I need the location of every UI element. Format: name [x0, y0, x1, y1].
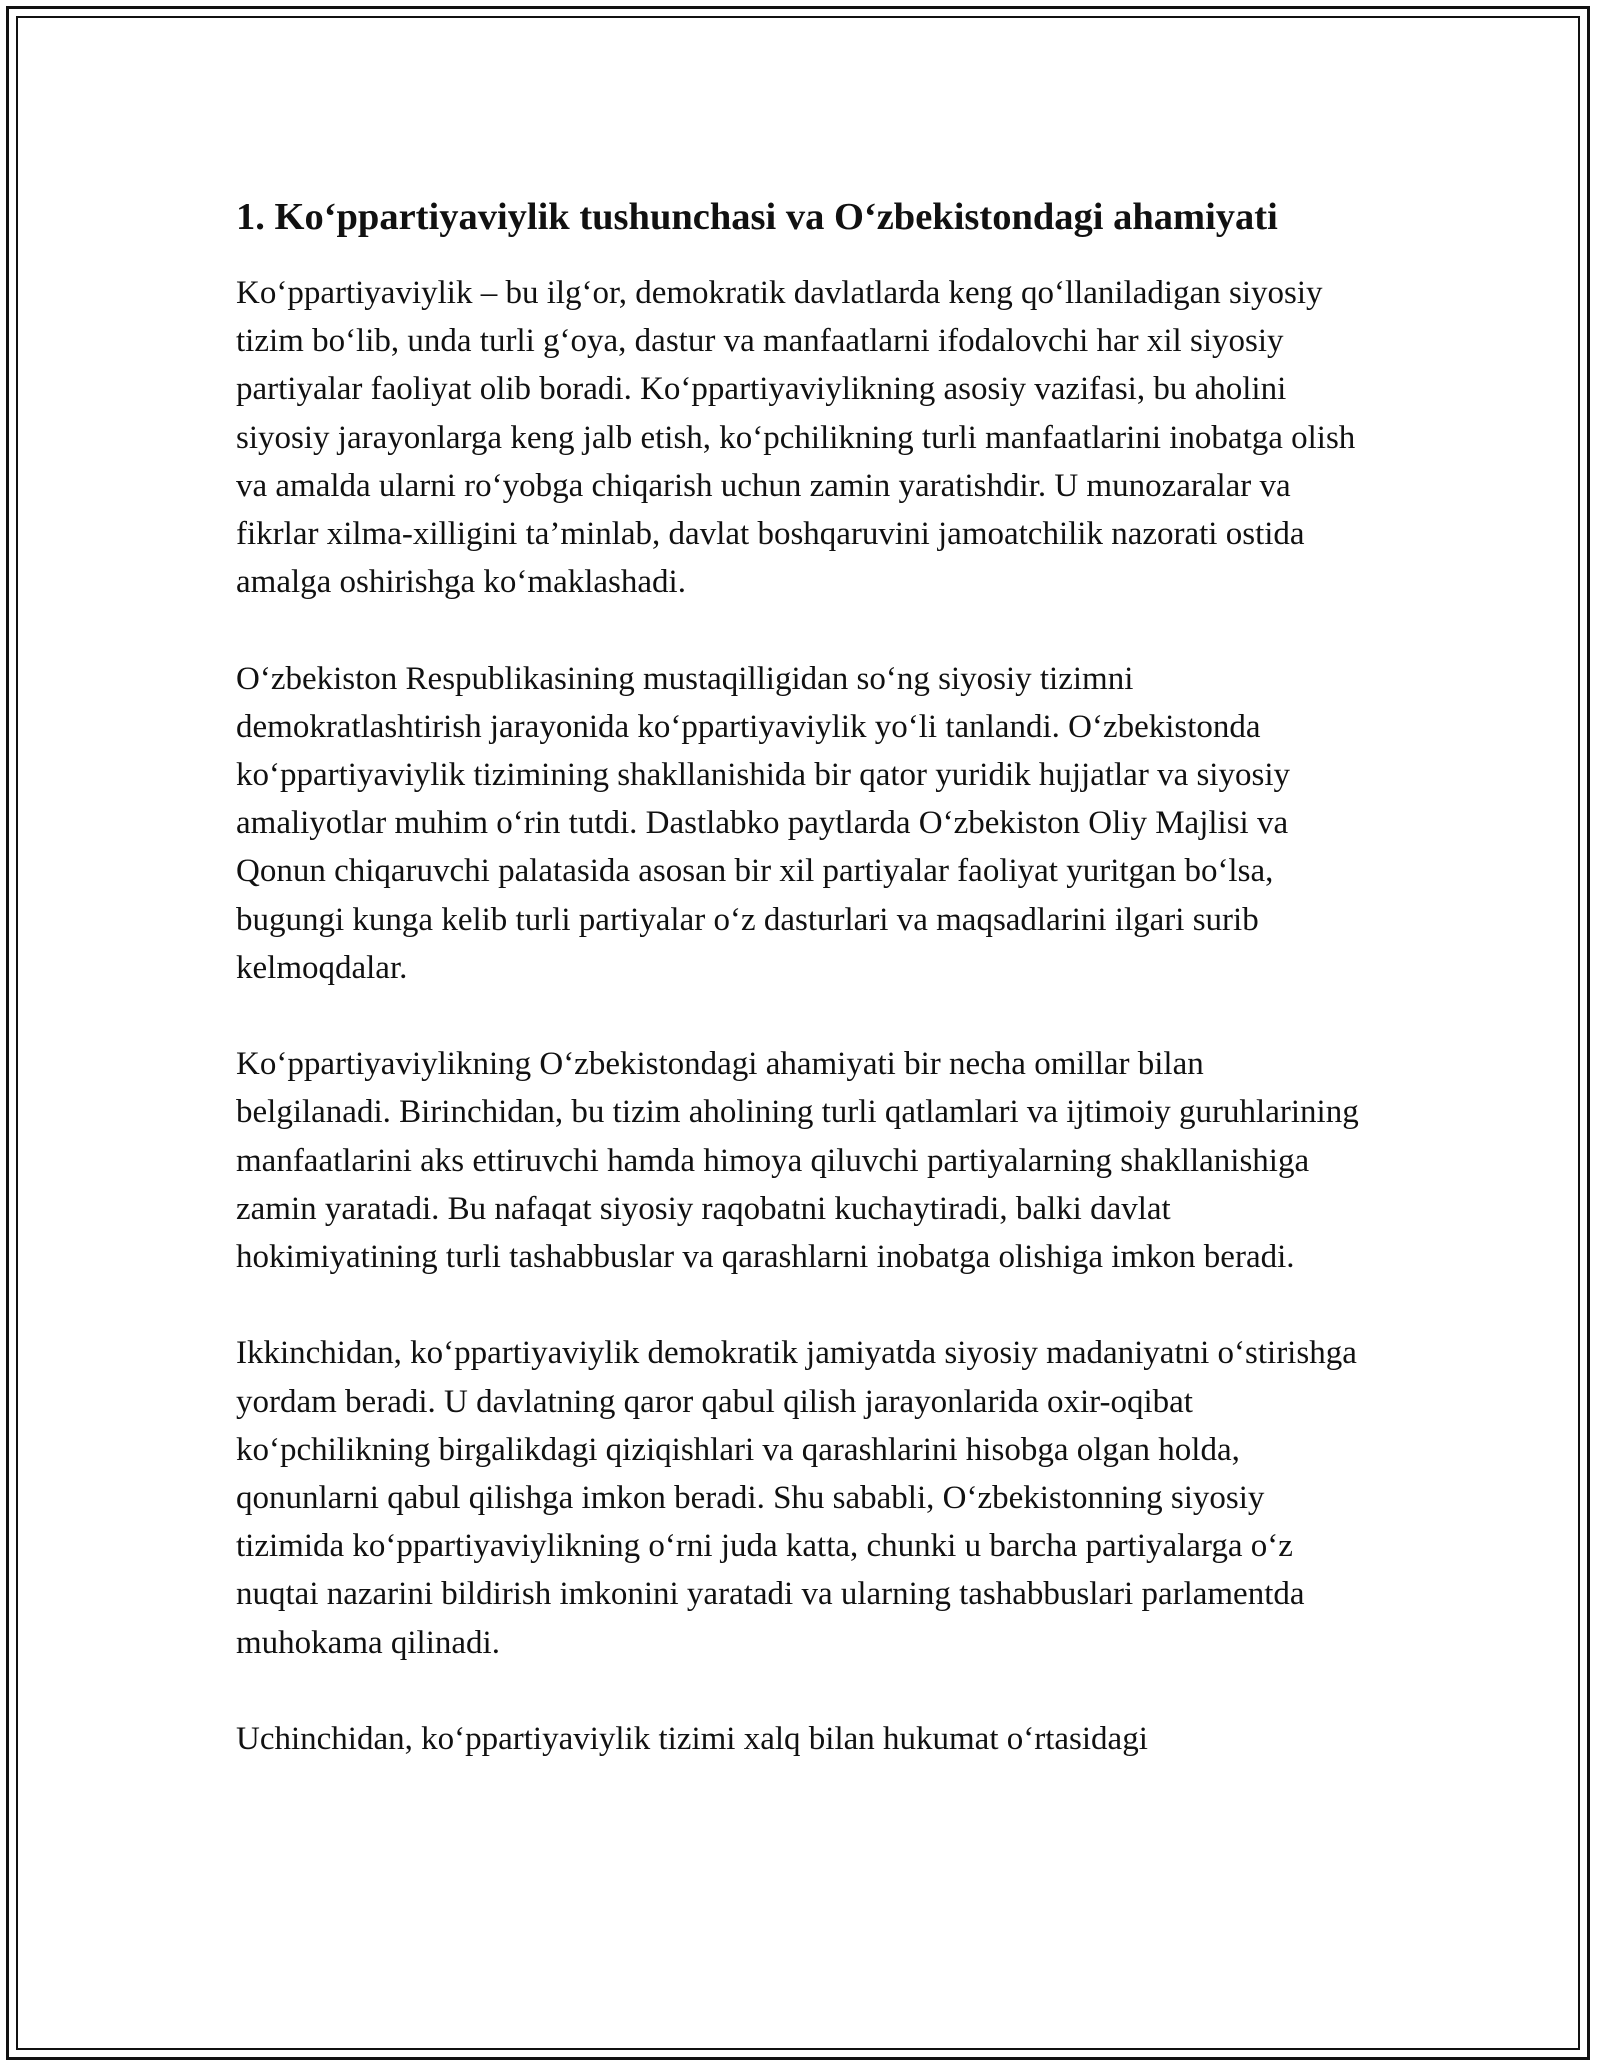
- document-body: [236, 190, 1366, 1811]
- paragraph-definition: Ko‘ppartiyaviylik – bu ilg‘or, demokratik davlatlarda keng qo‘llaniladigan siyosiy tizim bo‘lib, unda turli g‘oya, dastur va manfaatlarni ifodalovchi har xil siyosiy partiyalar faoliyat olib boradi. Ko‘ppartiyaviylikning asosiy vazifasi, bu aholini siyosiy jarayonlarga keng jalb etish, ko‘pchilikning turli manfaatlarini inobatga olish va amalda ularni ro‘yobga chiqarish uchun zamin yaratishdir. U munozaralar va fikrlar xilma-xilligini ta’minlab, davlat boshqaruvini jamoatchilik nazorati ostida amalga oshirishga ko‘maklashadi.: [236, 275, 1356, 601]
- paragraph-third-factor: Uchinchidan, ko‘ppartiyaviylik tizimi xalq bilan hukumat o‘rtasidagi: [236, 1721, 1148, 1758]
- section-heading: 1. Ko‘ppartiyaviylik tushunchasi va O‘zbekistondagi ahamiyati: [236, 196, 1278, 238]
- paragraph-history: O‘zbekiston Respublikasining mustaqilligidan so‘ng siyosiy tizimni demokratlashtirish jarayonida ko‘ppartiyaviylik yo‘li tanlandi. O‘zbekistonda ko‘ppartiyaviylik tizimining shakllanishida bir qator yuridik hujjatlar va siyosiy amaliyotlar muhim o‘rin tutdi. Dastlabko paytlarda O‘zbekiston Oliy Majlisi va Qonun chiqaruvchi palatasida asosan bir xil partiyalar faoliyat yuritgan bo‘lsa, bugungi kunga kelib turli partiyalar o‘z dasturlari va maqsadlarini ilgari surib kelmoqdalar.: [236, 660, 1290, 986]
- paragraph-first-factor: Ko‘ppartiyaviylikning O‘zbekistondagi ahamiyati bir necha omillar bilan belgilanadi. Birinchidan, bu tizim aholining turli qatlamlari va ijtimoiy guruhlarining manfaatlarini aks ettiruvchi hamda himoya qiluvchi partiyalarning shakllanishiga zamin yaratadi. Bu nafaqat siyosiy raqobatni kuchaytiradi, balki davlat hokimiyatining turli tashabbuslar va qarashlarni inobatga olishiga imkon beradi.: [236, 1046, 1359, 1276]
- paragraph-second-factor: Ikkinchidan, ko‘ppartiyaviylik demokratik jamiyatda siyosiy madaniyatni o‘stirishga yordam beradi. U davlatning qaror qabul qilish jarayonlarida oxir-oqibat ko‘pchilikning birgalikdagi qiziqishlari va qarashlarini hisobga olgan holda, qonunlarni qabul qilishga imkon beradi. Shu sababli, O‘zbekistonning siyosiy tizimida ko‘ppartiyaviylikning o‘rni juda katta, chunki u barcha partiyalarga o‘z nuqtai nazarini bildirish imkonini yaratadi va ularning tashabbuslari parlamentda muhokama qilinadi.: [236, 1335, 1357, 1661]
